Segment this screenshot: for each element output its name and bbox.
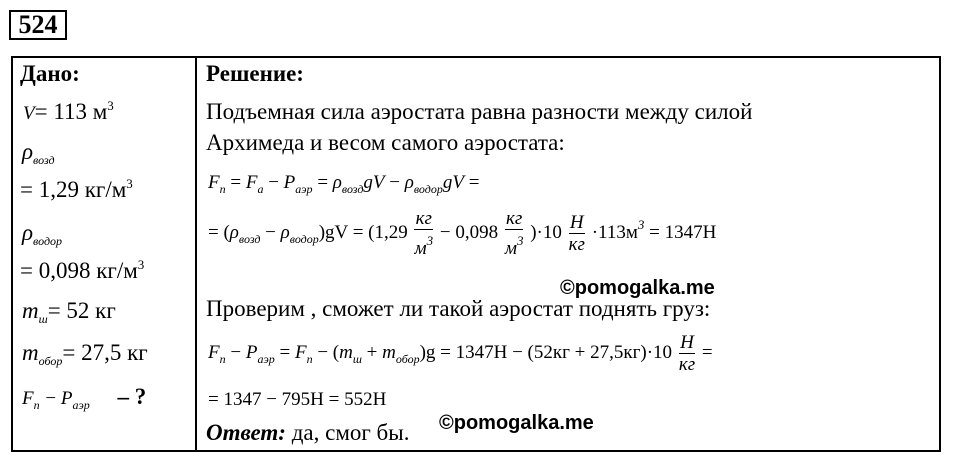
answer-line <box>206 420 409 446</box>
formula-lift-force: $F_п = F_а - P_{аэр} = \rho_{возд}gV - \rho_{водор}gV$ = <box>208 172 480 196</box>
cube-exponent: 3 <box>137 257 145 272</box>
watermark: ©pomogalka.me <box>560 277 715 299</box>
mass-shell-value: = 52 кг <box>47 298 116 323</box>
watermark: ©pomogalka.me <box>439 412 594 434</box>
formula-lift-numeric: = $(\rho_{возд} - \rho_{водор})gV = (1,29$ $\frac{кг}{м^3}$ − 0,098 $\frac{кг}{м^3}$ )·10 $\frac{Н}{кг}$ $\cdot 113м^3 = 1347Н$ <box>208 208 717 259</box>
rho-hydrogen-subscript: водор <box>33 234 63 248</box>
given-header: Дано: <box>20 61 80 86</box>
unknown-marker: – ? <box>117 384 147 409</box>
rho-air-value: = 1,29 кг/м <box>20 177 127 202</box>
mass-equipment-subscript: обор <box>38 354 63 368</box>
rho-hydrogen-value: = 0,098 кг/м <box>20 258 138 283</box>
rho-symbol: ρ <box>22 139 34 164</box>
rho-symbol: ρ <box>22 220 34 245</box>
given-volume <box>23 98 114 125</box>
given-unknown: $F_п - P_{аэр}$ – ? <box>22 384 147 412</box>
mass-symbol: m <box>22 340 39 365</box>
given-rho-hydrogen-value <box>20 257 144 284</box>
weight-symbol: P <box>60 388 73 409</box>
force-subscript: п <box>33 398 40 412</box>
rho-air-subscript: возд <box>33 153 55 167</box>
fraction-n-per-kg: $\frac{Н}{кг}$ <box>678 332 696 375</box>
solution-text-line-1: Подъемная сила аэростата равна разности между силой <box>206 99 753 124</box>
given-rho-air-value <box>20 176 133 203</box>
answer-text: да, смог бы. <box>285 420 410 445</box>
solution-text-line-2: Архимеда и весом самого аэростата: <box>206 130 565 155</box>
volume-symbol: V <box>23 103 35 124</box>
cube-exponent: 3 <box>107 98 114 113</box>
mass-symbol: m <box>22 298 39 323</box>
cube-exponent: 3 <box>126 176 133 191</box>
formula-result: = 1347 − 795Н = 552Н <box>208 389 387 410</box>
mass-shell-subscript: ш <box>38 312 48 326</box>
given-mass-shell <box>22 298 116 327</box>
check-text: Проверим , сможет ли такой аэростат поднять груз: <box>206 296 711 321</box>
given-rho-air-symbol <box>22 139 55 168</box>
formula-net-force: $F_п - P_{аэр} = F_п - (m_ш + m_{обор})g = 1347Н - (52кг + 27,5кг)\cdot 10$ $\frac{Н}{кг}$ = <box>208 332 713 375</box>
problem-number: 524 <box>9 10 67 40</box>
solution-header: Решение: <box>206 61 304 86</box>
fraction-n-per-kg: $\frac{Н}{кг}$ <box>568 212 585 255</box>
weight-subscript: аэр <box>72 398 90 412</box>
force-symbol: F <box>22 388 34 409</box>
given-mass-equipment <box>22 340 148 369</box>
mass-equipment-value: = 27,5 кг <box>62 340 148 365</box>
volume-value: = 113 м <box>34 99 108 124</box>
answer-label: Ответ: <box>206 420 286 445</box>
fraction-kg-per-m3: $\frac{кг}{м^3}$ <box>414 208 434 259</box>
column-divider <box>195 56 197 452</box>
fraction-kg-per-m3: $\frac{кг}{м^3}$ <box>504 208 524 259</box>
given-rho-hydrogen-symbol <box>22 220 62 249</box>
